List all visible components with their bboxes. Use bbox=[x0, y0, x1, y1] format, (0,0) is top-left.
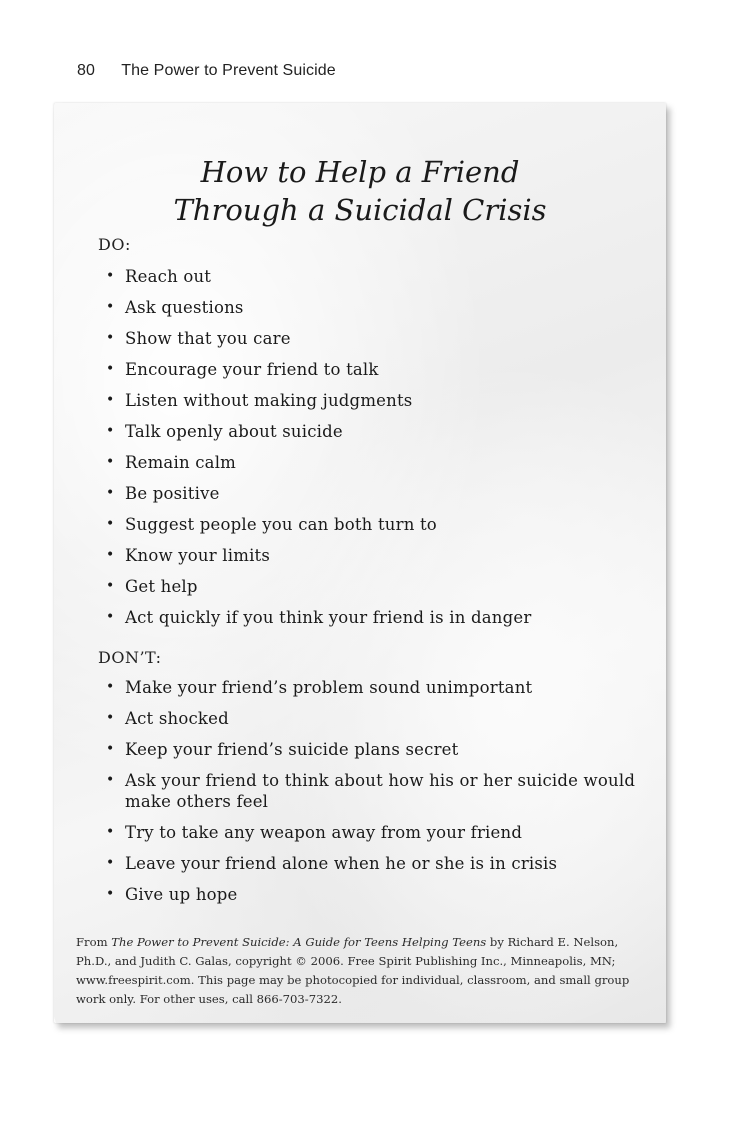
title-line-2: Through a Suicidal Crisis bbox=[173, 193, 547, 227]
bullet-icon: • bbox=[106, 710, 115, 726]
do-item-text: Remain calm bbox=[125, 453, 237, 472]
do-list bbox=[106, 266, 531, 638]
do-item bbox=[106, 421, 531, 442]
bullet-icon: • bbox=[106, 547, 115, 563]
do-item-text: Know your limits bbox=[125, 546, 271, 565]
do-item-text: Listen without making judgments bbox=[125, 391, 413, 410]
dont-list bbox=[106, 677, 666, 915]
dont-item bbox=[106, 770, 666, 812]
footnote-prefix: From bbox=[76, 935, 112, 949]
do-item-text: Talk openly about suicide bbox=[125, 422, 343, 441]
dont-item-text: Give up hope bbox=[125, 885, 238, 904]
do-item bbox=[106, 607, 531, 628]
do-item-text: Get help bbox=[125, 577, 198, 596]
source-footnote bbox=[76, 933, 636, 1009]
dont-item bbox=[106, 708, 666, 729]
do-item bbox=[106, 576, 531, 597]
do-item-text: Ask questions bbox=[125, 298, 244, 317]
bullet-icon: • bbox=[106, 299, 115, 315]
dont-item-text: Keep your friend’s suicide plans secret bbox=[125, 740, 459, 759]
dont-heading: DON’T: bbox=[98, 648, 162, 667]
title-line-1: How to Help a Friend bbox=[200, 155, 520, 189]
do-item-text: Show that you care bbox=[125, 329, 291, 348]
dont-item bbox=[106, 677, 666, 698]
do-item bbox=[106, 328, 531, 349]
dont-item bbox=[106, 739, 666, 760]
dont-item-text: Leave your friend alone when he or she is in crisis bbox=[125, 854, 558, 873]
do-item bbox=[106, 390, 531, 411]
bullet-icon: • bbox=[106, 741, 115, 757]
do-item-text: Be positive bbox=[125, 484, 220, 503]
footnote-book-title: The Power to Prevent Suicide: A Guide for Teens Helping Teens bbox=[111, 935, 487, 949]
dont-item bbox=[106, 884, 666, 905]
do-item-text: Encourage your friend to talk bbox=[125, 360, 379, 379]
running-head bbox=[77, 62, 336, 80]
bullet-icon: • bbox=[106, 392, 115, 408]
handout-title bbox=[54, 153, 666, 229]
dont-item-text: Try to take any weapon away from your friend bbox=[125, 823, 523, 842]
bullet-icon: • bbox=[106, 609, 115, 625]
bullet-icon: • bbox=[106, 516, 115, 532]
do-item bbox=[106, 452, 531, 473]
bullet-icon: • bbox=[106, 423, 115, 439]
bullet-icon: • bbox=[106, 361, 115, 377]
bullet-icon: • bbox=[106, 268, 115, 284]
do-item-text: Act quickly if you think your friend is in danger bbox=[125, 608, 532, 627]
bullet-icon: • bbox=[106, 772, 115, 788]
do-item bbox=[106, 297, 531, 318]
dont-item bbox=[106, 853, 666, 874]
footnote-credits: by Richard E. Nelson, Ph.D., and Judith C. Galas, copyright © 2006. Free Spirit Publishing Inc., Minneapolis, MN; www.freespirit.com. This page may be photocopied for individual, classroom, and small group work only. For other uses, call 866-703-7322. bbox=[76, 935, 630, 1006]
bullet-icon: • bbox=[106, 855, 115, 871]
do-item bbox=[106, 514, 531, 535]
page-number: 80 bbox=[77, 62, 95, 79]
bullet-icon: • bbox=[106, 824, 115, 840]
bullet-icon: • bbox=[106, 578, 115, 594]
dont-item-text: Ask your friend to think about how his or her suicide would make others feel bbox=[125, 771, 636, 811]
do-item bbox=[106, 359, 531, 380]
bullet-icon: • bbox=[106, 485, 115, 501]
do-item bbox=[106, 483, 531, 504]
do-item-text: Suggest people you can both turn to bbox=[125, 515, 437, 534]
do-item bbox=[106, 266, 531, 287]
book-title: The Power to Prevent Suicide bbox=[121, 62, 336, 79]
bullet-icon: • bbox=[106, 330, 115, 346]
dont-item-text: Make your friend’s problem sound unimportant bbox=[125, 678, 533, 697]
crumpled-paper-handout bbox=[54, 103, 666, 1023]
do-item bbox=[106, 545, 531, 566]
do-item-text: Reach out bbox=[125, 267, 212, 286]
bullet-icon: • bbox=[106, 679, 115, 695]
dont-item bbox=[106, 822, 666, 843]
dont-item-text: Act shocked bbox=[125, 709, 229, 728]
bullet-icon: • bbox=[106, 454, 115, 470]
bullet-icon: • bbox=[106, 886, 115, 902]
do-heading: DO: bbox=[98, 235, 131, 254]
